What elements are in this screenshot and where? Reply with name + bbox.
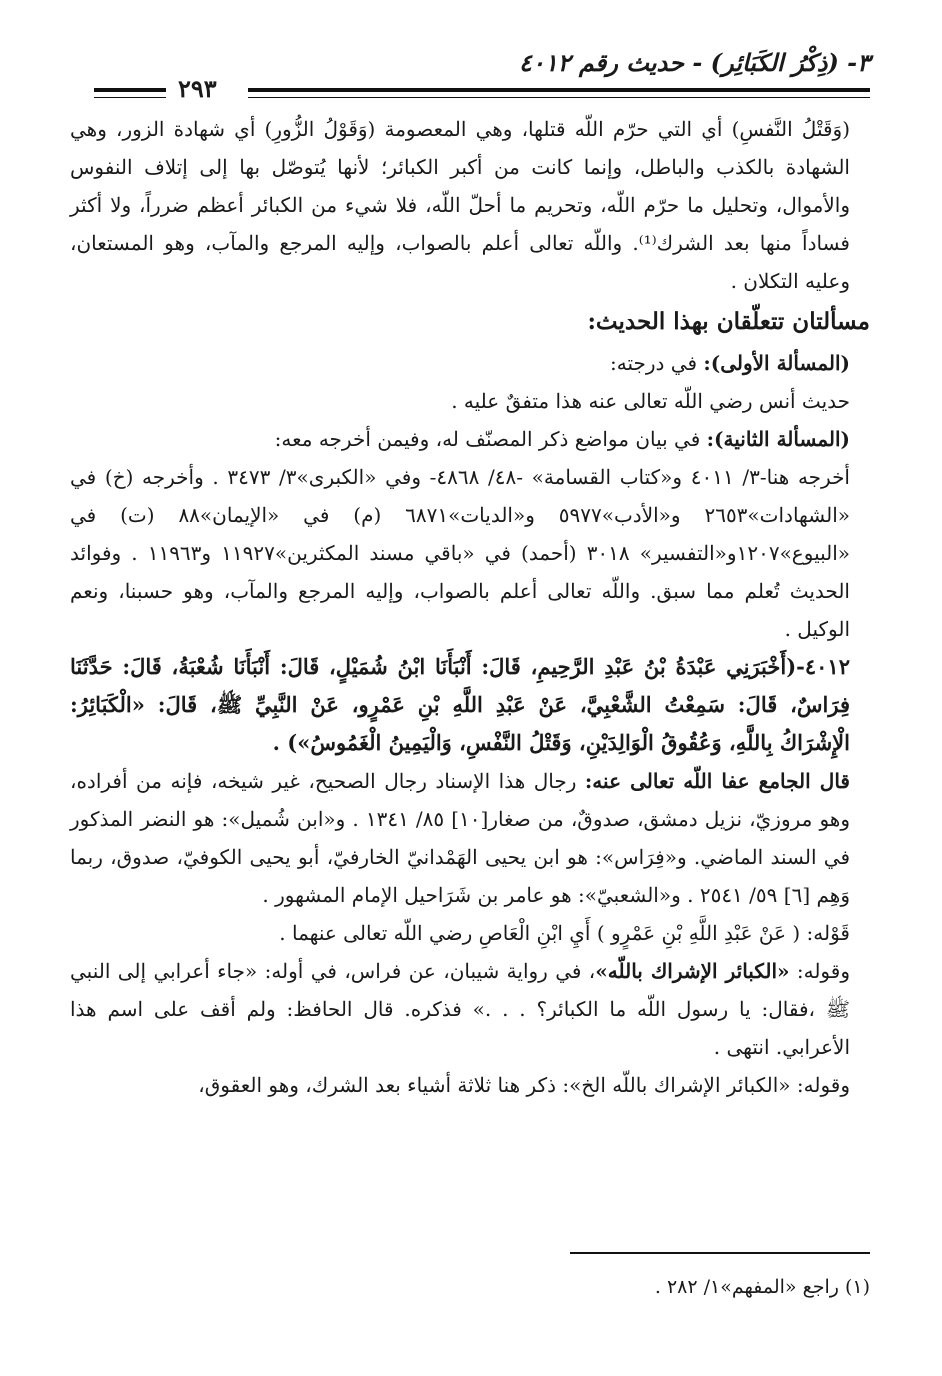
issue-two-line <box>70 420 870 458</box>
issue-two-body: أخرجه هنا-٣/ ٤٠١١ و«كتاب القسامة» -٤٨/ ٤٨٦٨- وفي «الكبرى»٣/ ٣٤٧٣ . وأخرجه (خ) في «الشهادات»٢٦٥٣ و«الأدب»٥٩٧٧ و«الديات»٦٨٧١ (م) في «الإيمان»٨٨ (ت) في «البيوع»١٢٠٧و«التفسير» ٣٠١٨ (أحمد) في «باقي مسند المكثرين»١١٩٢٧ و١١٩٦٣ . وفوائد الحديث تُعلم مما سبق. واللّه تعالى أعلم بالصواب، وإليه المرجع والمآب، وهو حسبنا، ونعم الوكيل . <box>70 465 851 641</box>
qawluh-paragraph-3: وقوله: «الكبائر الإشراك باللّه الخ»: ذكر هنا ثلاثة أشياء بعد الشرك، وهو العقوق، <box>198 1073 850 1097</box>
running-head: ٣- (ذِكْرُ الكَبَائِر) - حديث رقم ٤٠١٢ <box>519 48 870 77</box>
section-heading: مسألتان تتعلّقان بهذا الحديث: <box>587 308 870 335</box>
issue-one-line <box>70 344 870 382</box>
page-body <box>70 110 870 1104</box>
header-rule-short <box>94 88 166 98</box>
page-number: ٢٩٣ <box>178 74 217 103</box>
qawluh-2-prefix: وقوله: <box>789 959 850 983</box>
issue-two-subject: في بيان مواضع ذكر المصنّف له، وفيمن أخرجه معه: <box>274 427 707 451</box>
qawluh-2-text: ، في رواية شيبان، عن فراس، في أوله: «جاء أعرابي إلى النبي ﷺ ،فقال: يا رسول اللّه ما الكبائر؟ . . .» فذكره. قال الحافظ: ولم أقف على اسم هذا الأعرابي. انتهى . <box>70 959 850 1059</box>
issue-two-title: (المسألة الثانية): <box>706 427 850 451</box>
qawluh-paragraph-2 <box>70 952 870 1066</box>
book-page <box>70 40 870 1298</box>
commentary-paragraph: (وَقَتْلُ النَّفسِ) أي التي حرّم اللّه قتلها، وهي المعصومة (وَقَوْلُ الزُّورِ) أي شهادة الزور، وهي الشهادة بالكذب والباطل، وإنما كانت من أكبر الكبائر؛ لأنها يُتوصّل بها إلى إتلاف النفوس والأموال، وتحليل ما حرّم اللّه، وتحريم ما أحلّ اللّه، فلا شيء من الكبائر أعظم ضرراً، ولا أكثر فساداً منها بعد الشرك⁽¹⁾. واللّه تعالى أعلم بالصواب، وإليه المرجع والمآب، وهو المستعان، وعليه التكلان . <box>70 117 850 293</box>
footnote: (١) راجع «المفهم»١/ ٢٨٢ . <box>654 1276 870 1298</box>
issue-one-subject: في درجته: <box>610 351 704 375</box>
issue-one-title: (المسألة الأولى): <box>703 351 850 375</box>
jami-commentary <box>70 762 870 914</box>
issue-one-body: حديث أنس رضي اللّه تعالى عنه هذا متفقٌ عليه . <box>451 389 850 413</box>
jami-title: قال الجامع عفا اللّه تعالى عنه: <box>584 769 850 793</box>
qawluh-paragraph-1: قَوْله: ( عَنْ عَبْدِ اللَّهِ بْنِ عَمْرٍو ) أَيِ ابْنِ الْعَاصِ رضي اللّه تعالى عنهما . <box>279 921 850 945</box>
hadith-text: ٤٠١٢-(أَخْبَرَنِي عَبْدَةُ بْنُ عَبْدِ الرَّحِيمِ، قَالَ: أَنْبَأَنَا ابْنُ شُمَيْلٍ، قَالَ: أَنْبَأَنَا شُعْبَةُ، قَالَ: حَدَّثَنَا فِرَاسٌ، قَالَ: سَمِعْتُ الشَّعْبِيَّ، عَنْ عَبْدِ اللَّهِ بْنِ عَمْرٍو، عَنْ النَّبِيِّ ﷺ، قَالَ: «الْكَبَائِرُ: الْإِشْرَاكُ بِاللَّهِ، وَعُقُوقُ الْوَالِدَيْنِ، وَقَتْلُ النَّفْسِ، وَالْيَمِينُ الْغَمُوسُ») . <box>70 654 850 755</box>
qawluh-2-quote: «الكبائر الإشراك باللّه» <box>595 959 790 983</box>
jami-text: رجال هذا الإسناد رجال الصحيح، غير شيخه، فإنه من أفراده، وهو مروزيّ، نزيل دمشق، صدوقٌ، من صغار[١٠] ٨٥/ ١٣٤١ . و«ابن شُميل»: هو النضر المذكور في السند الماضي. و«فِرَاس»: هو ابن يحيى الهَمْدانيّ الخارفيّ، أبو يحيى الكوفيّ، صدوق، ربما وَهِم [٦] ٥٩/ ٢٥٤١ . و«الشعبيّ»: هو عامر بن شَرَاحيل الإمام المشهور . <box>70 769 850 907</box>
header-rule <box>248 88 870 98</box>
page-header <box>70 40 870 102</box>
footnote-divider <box>570 1252 870 1254</box>
